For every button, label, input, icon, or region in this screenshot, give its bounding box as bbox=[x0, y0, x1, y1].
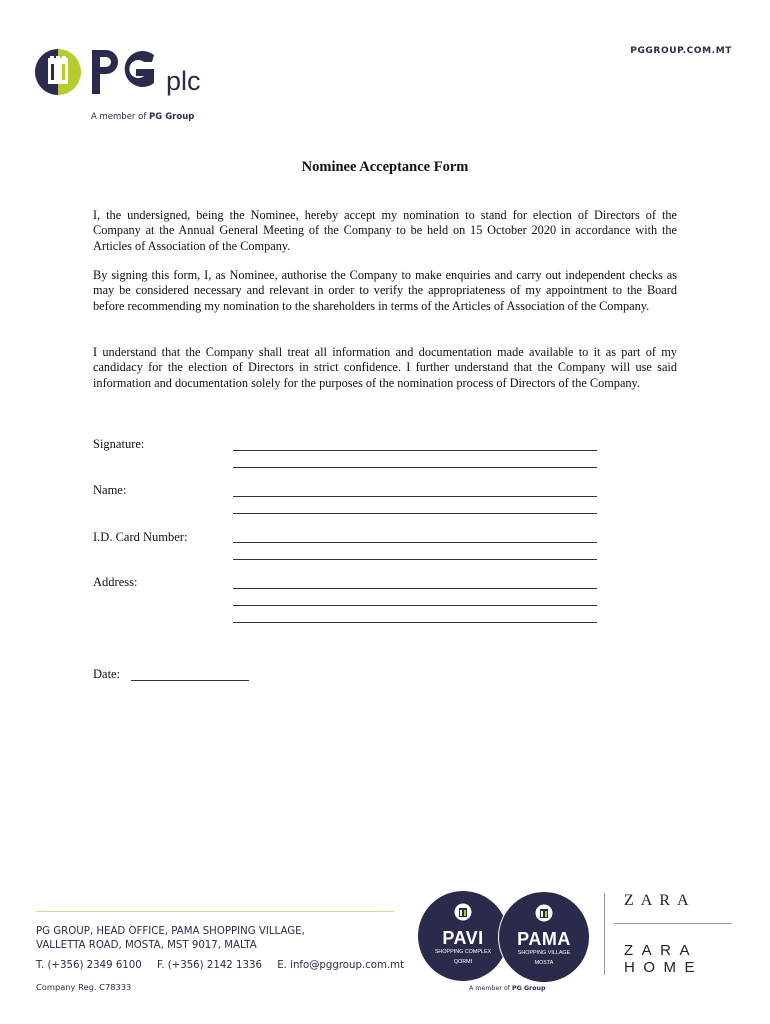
footer-email[interactable]: E. info@pggroup.com.mt bbox=[277, 960, 405, 971]
footer-phone: T. (+356) 2349 6100 bbox=[36, 960, 142, 971]
name-line[interactable] bbox=[233, 496, 597, 497]
pavi-name: PAVI bbox=[442, 928, 484, 948]
address-field[interactable] bbox=[233, 588, 597, 639]
footer-member-brand: PG Group bbox=[511, 985, 546, 992]
address-line[interactable] bbox=[233, 605, 597, 606]
pavi-subtitle: SHOPPING COMPLEX bbox=[434, 949, 492, 955]
name-line[interactable] bbox=[233, 513, 597, 514]
address-line[interactable] bbox=[233, 622, 597, 623]
paragraph-confidentiality: I understand that the Company shall treat all information and documentation made available to it as part of my candidacy for the election of Directors in strict confidence. I further understand that the Company will use said information and documentation solely for the purposes of the nomination process of Directors of the Company. bbox=[93, 345, 677, 390]
website-link[interactable]: PGGROUP.COM.MT bbox=[630, 46, 732, 56]
signature-line[interactable] bbox=[233, 467, 597, 468]
name-field[interactable] bbox=[233, 496, 597, 530]
form-title: Nominee Acceptance Form bbox=[301, 159, 469, 175]
zara-home-logo bbox=[624, 942, 703, 976]
pama-badge bbox=[498, 891, 590, 983]
pavi-tower-icon bbox=[454, 903, 472, 921]
pavi-badge bbox=[418, 891, 508, 981]
tagline-brand: PG Group bbox=[149, 112, 195, 122]
footer-fax: F. (+356) 2142 1336 bbox=[157, 960, 262, 971]
id-card-field[interactable] bbox=[233, 542, 597, 576]
address-label: Address: bbox=[93, 575, 138, 589]
pg-plc-logo bbox=[34, 44, 224, 114]
logo-plc-text: plc bbox=[166, 66, 201, 96]
footer-contact bbox=[36, 960, 416, 971]
id-card-line[interactable] bbox=[233, 542, 597, 543]
zara-home-line1: ZARA bbox=[624, 942, 699, 959]
brand-divider-vertical bbox=[604, 893, 605, 975]
footer-address-line1: PG GROUP, HEAD OFFICE, PAMA SHOPPING VILLAGE, bbox=[36, 926, 305, 937]
brand-divider-horizontal bbox=[614, 923, 732, 924]
tagline bbox=[91, 112, 194, 122]
id-card-label: I.D. Card Number: bbox=[93, 530, 188, 544]
name-label: Name: bbox=[93, 483, 127, 497]
pama-tower-icon bbox=[535, 904, 553, 922]
date-label: Date: bbox=[93, 667, 121, 681]
address-line[interactable] bbox=[233, 588, 597, 589]
footer-address-line2: VALLETTA ROAD, MOSTA, MST 9017, MALTA bbox=[36, 940, 257, 951]
pg-logo-mark-icon bbox=[34, 44, 164, 104]
id-card-line[interactable] bbox=[233, 559, 597, 560]
footer-member-note bbox=[469, 985, 546, 992]
signature-line[interactable] bbox=[233, 450, 597, 451]
pavi-location: QORMI bbox=[453, 959, 473, 965]
zara-logo: ZARA bbox=[624, 892, 696, 909]
paragraph-acceptance: I, the undersigned, being the Nominee, hereby accept my nomination to stand for election of Directors of the Company at the Annual General Meeting of the Company to be held on 15 October 2020 in accordance with the Articles of Association of the Company. bbox=[93, 208, 677, 253]
footer-divider bbox=[36, 911, 394, 912]
zara-home-line2: HOME bbox=[624, 959, 703, 976]
date-field[interactable] bbox=[131, 680, 249, 681]
signature-label: Signature: bbox=[93, 437, 145, 451]
pama-name: PAMA bbox=[517, 929, 571, 949]
footer-member-prefix: A member of bbox=[469, 985, 512, 992]
footer-company-reg: Company Reg. C78333 bbox=[36, 982, 132, 992]
pama-location: MOSTA bbox=[534, 960, 554, 966]
pama-subtitle: SHOPPING VILLAGE bbox=[517, 950, 571, 956]
signature-field[interactable] bbox=[233, 450, 597, 484]
tagline-prefix: A member of bbox=[91, 112, 150, 122]
paragraph-authorisation: By signing this form, I, as Nominee, authorise the Company to make enquiries and carry out independent checks as may be considered necessary and relevant in order to verify the appropriateness of my appointment to the Board before recommending my nomination to the shareholders in terms of the Articles of Association of the Company. bbox=[93, 268, 677, 313]
